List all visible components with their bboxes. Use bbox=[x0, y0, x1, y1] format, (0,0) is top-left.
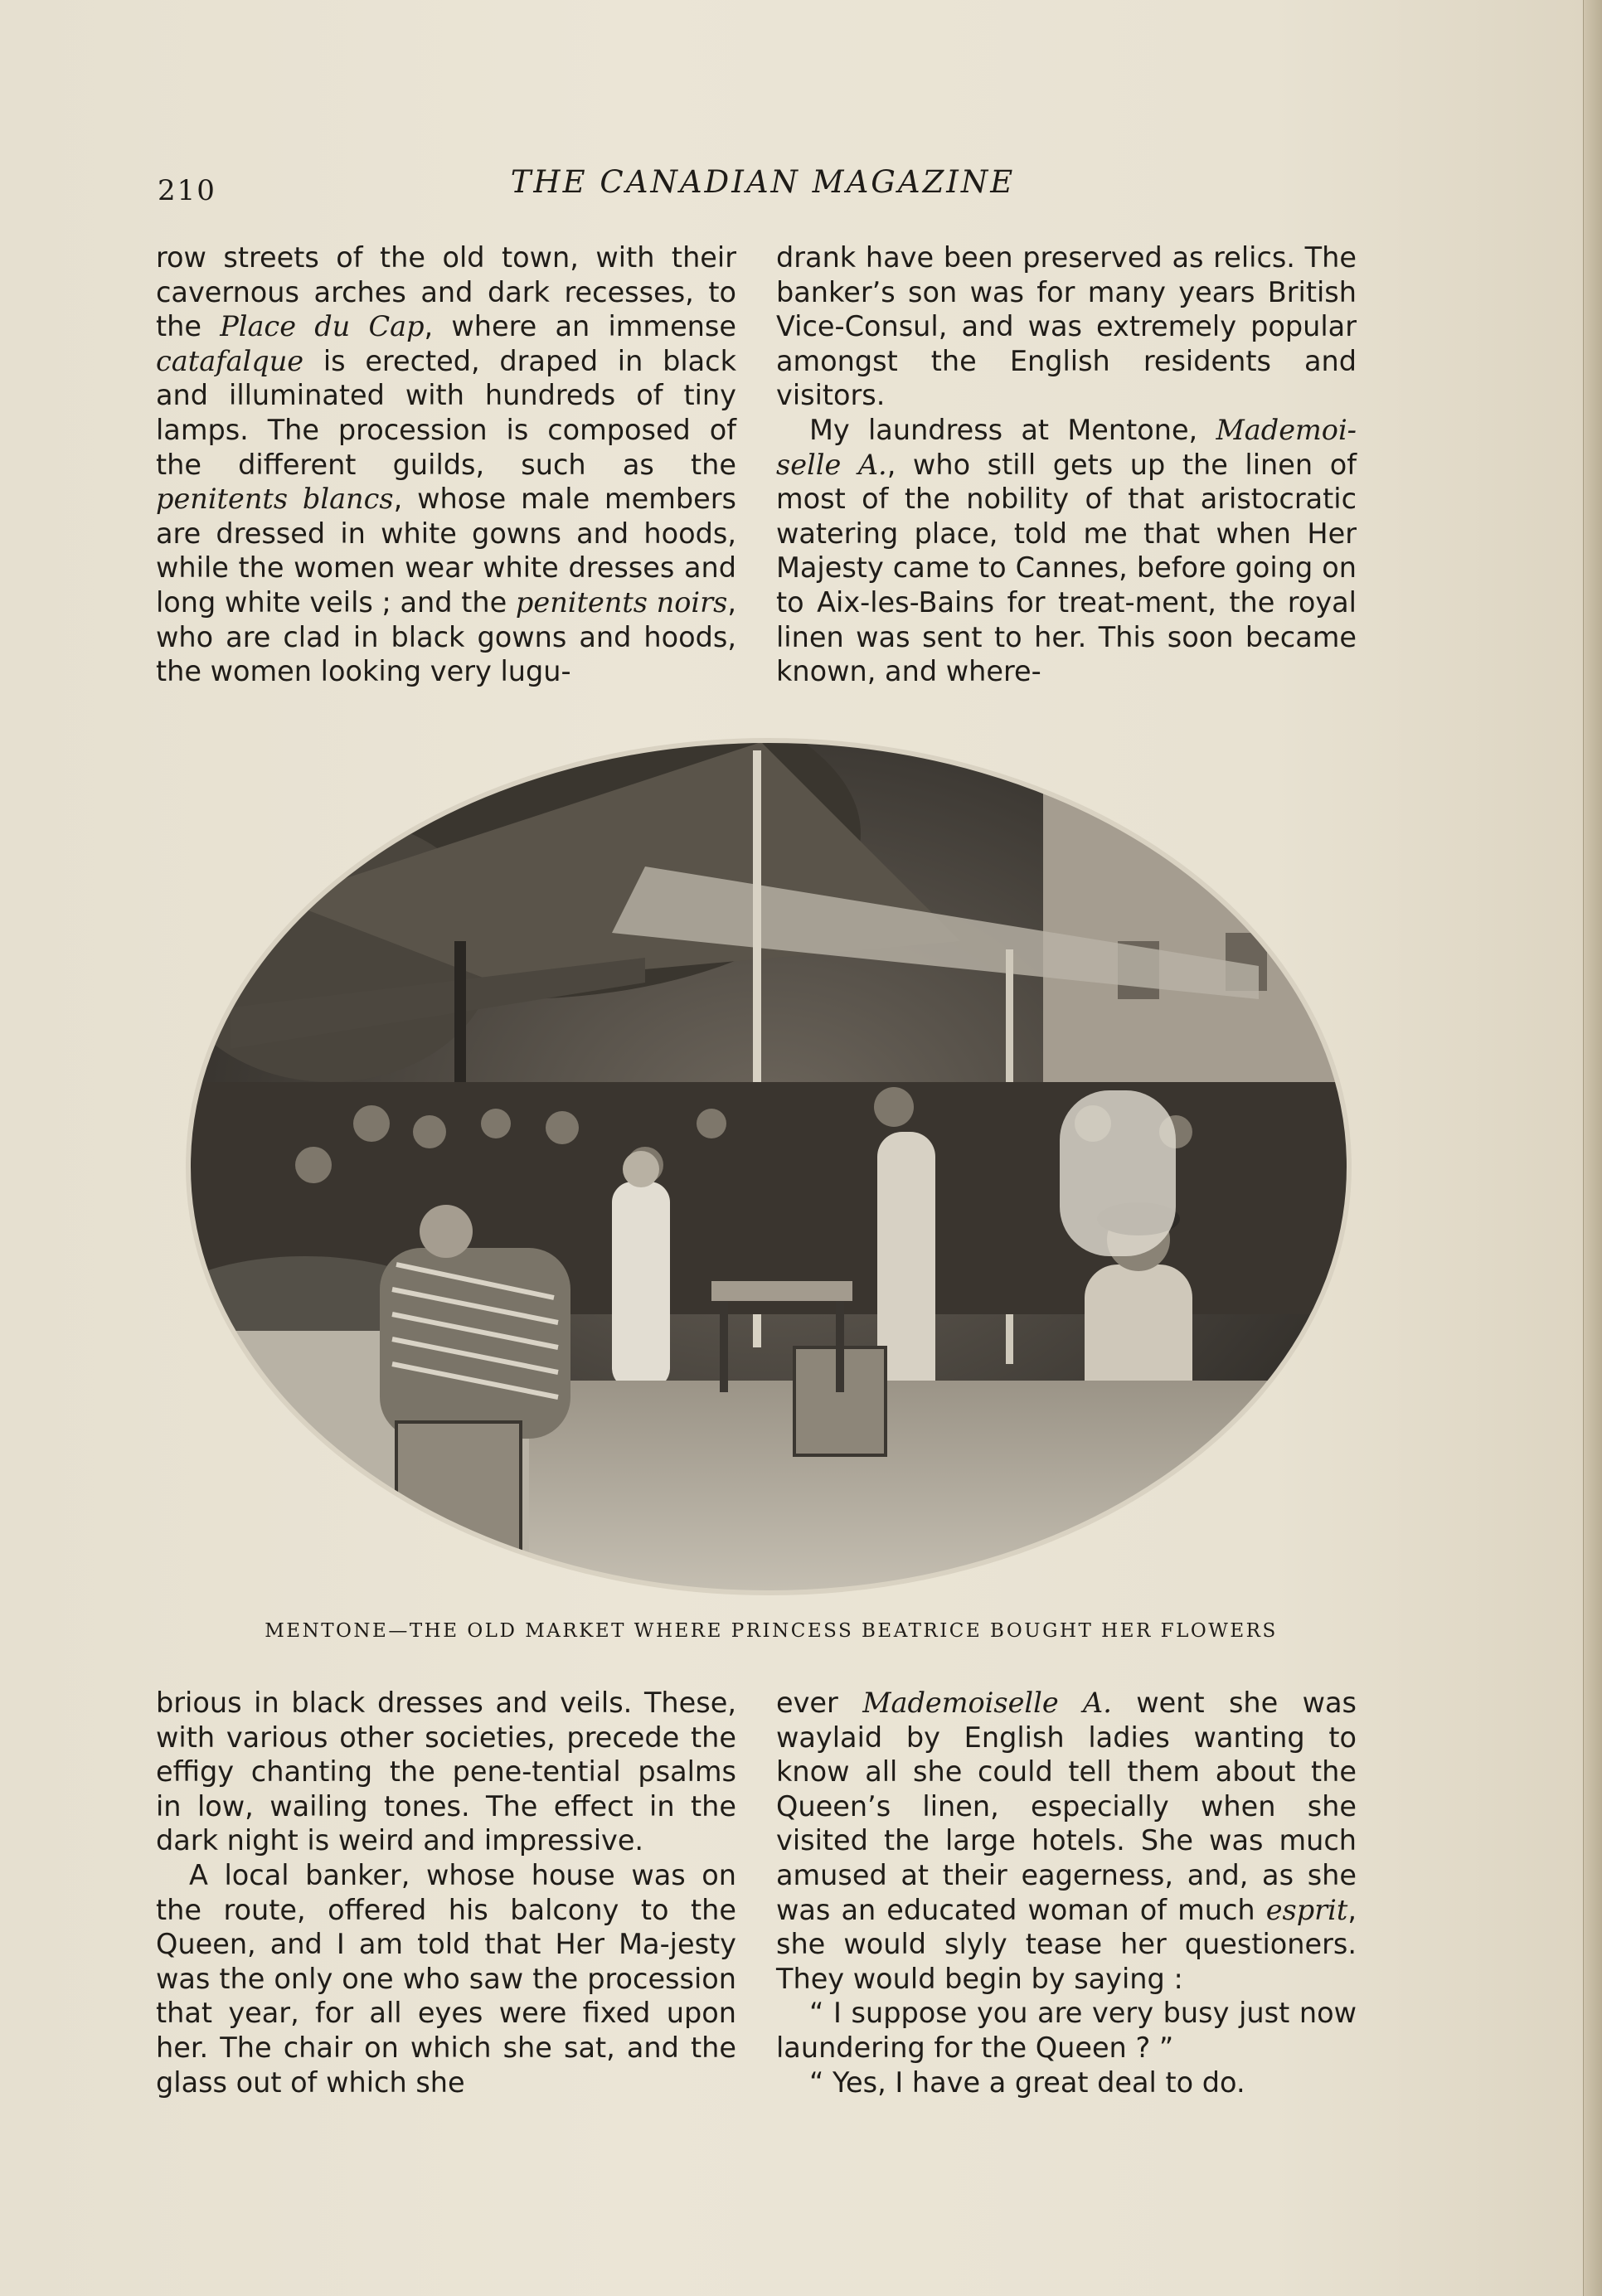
italic-phrase: esprit bbox=[1265, 1893, 1348, 1926]
market-photo-illustration bbox=[181, 734, 1357, 1600]
page-number: 210 bbox=[158, 174, 216, 207]
italic-phrase: Mademoiselle A. bbox=[862, 1687, 1112, 1719]
paragraph: “ Yes, I have a great deal to do. bbox=[809, 2065, 1245, 2099]
column-top-right bbox=[776, 240, 1357, 689]
column-bottom-left bbox=[156, 1686, 736, 2099]
photo-caption: MENTONE—THE OLD MARKET WHERE PRINCESS BEATRICE BOUGHT HER FLOWERS bbox=[265, 1620, 1278, 1642]
paragraph: ever Mademoiselle A. went she was waylaid by English ladies wanting to know all she could tell them about the Queen’s linen, especially when she visited the large hotels. She was much amused at their eagerness, and, as she was an educated woman of much esprit, she would slyly tease her questioners. They would begin by saying : bbox=[776, 1687, 1357, 1995]
italic-phrase: Place du Cap bbox=[220, 310, 425, 343]
market-photograph bbox=[181, 734, 1357, 1600]
paragraph: brious in black dresses and veils. These, with various other societies, precede the effigy chanting the pene-tential psalms in low, wailing tones. The effect in the dark night is weird and impressive. bbox=[156, 1687, 736, 1857]
page-edge bbox=[1583, 0, 1602, 2296]
paragraph: A local banker, whose house was on the route, offered his balcony to the Queen, and I am told that Her Ma-jesty was the only one who saw the procession that year, for all eyes were fixed upon her. The chair on which she sat, and the glass out of which she bbox=[156, 1858, 736, 2099]
italic-phrase: Mademoi-selle A. bbox=[776, 413, 1357, 481]
paragraph: drank have been preserved as relics. The banker’s son was for many years British Vice-Consul, and was extremely popular amongst the English residents and visitors. bbox=[776, 241, 1357, 412]
paragraph: row streets of the old town, with their cavernous arches and dark recesses, to the Place du Cap, where an immense catafalque is erected, draped in black and illuminated with hundreds of tiny lamps. The procession is composed of the different guilds, such as the penitents blancs, whose male members are dressed in white gowns and hoods, while the women wear white dresses and long white veils ; and the penitents noirs, who are clad in black gowns and hoods, the women looking very lugu- bbox=[156, 241, 737, 688]
paragraph: My laundress at Mentone, Mademoi-selle A., who still gets up the linen of most of the nobility of that aristocratic watering place, told me that when Her Majesty came to Cannes, before going on to Aix-les-Bains for treat-ment, the royal linen was sent to her. This soon became known, and where- bbox=[776, 413, 1357, 688]
paragraph: “ I suppose you are very busy just now laundering for the Queen ? ” bbox=[776, 1997, 1357, 2064]
column-bottom-right bbox=[776, 1686, 1357, 2099]
running-head: THE CANADIAN MAGAZINE bbox=[510, 164, 1016, 200]
column-top-left bbox=[156, 240, 736, 689]
italic-phrase: catafalque bbox=[156, 344, 304, 377]
italic-phrase: penitents noirs bbox=[515, 585, 728, 619]
italic-phrase: penitents blancs bbox=[156, 483, 394, 516]
